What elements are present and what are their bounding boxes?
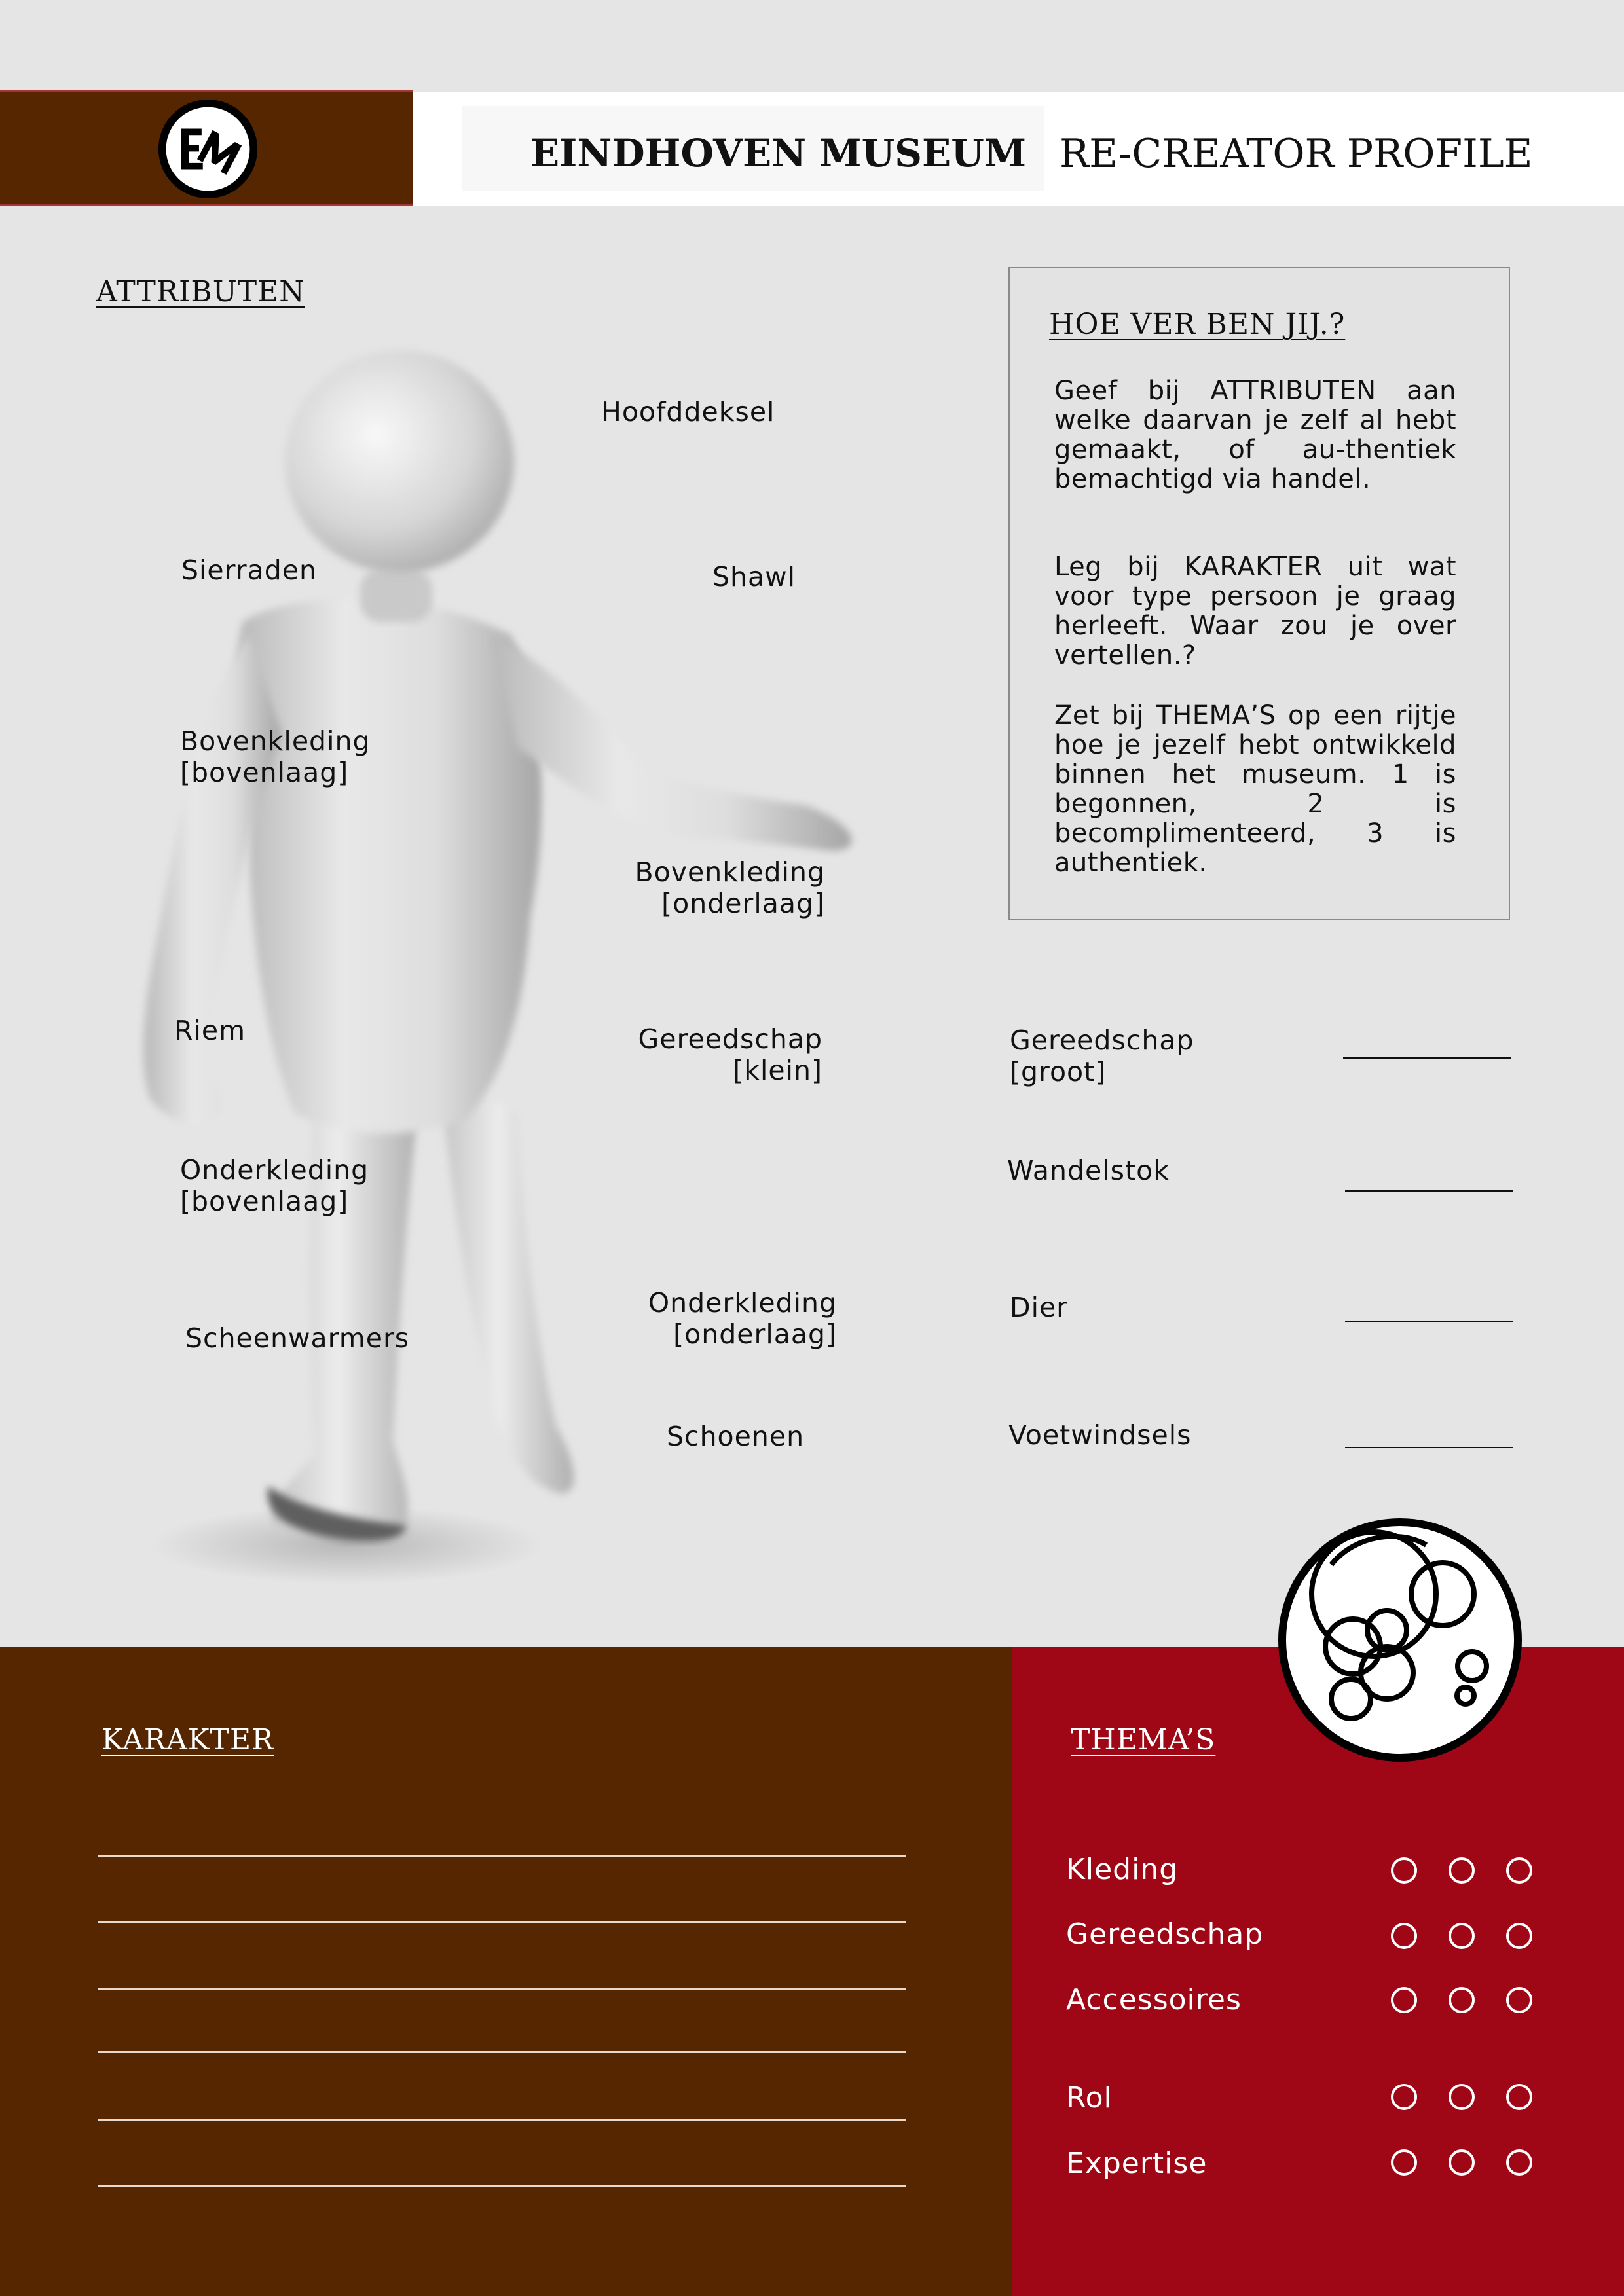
karakter-write-line[interactable] — [98, 1855, 906, 1857]
themas-heading: THEMA’S — [1071, 1723, 1216, 1757]
attributes-heading: ATTRIBUTEN — [96, 275, 305, 308]
theme-accessoires-level-2[interactable] — [1449, 1987, 1475, 2013]
label-gereedschap-klein: Gereedschap [klein] — [638, 1023, 822, 1086]
right-item-dier: Dier — [1010, 1292, 1069, 1323]
write-line-gereedschap-groot[interactable] — [1343, 1057, 1511, 1059]
right-item-wandelstok: Wandelstok — [1007, 1155, 1170, 1186]
info-paragraph-1: Geef bij ATTRIBUTEN aan welke daarvan je zelf al hebt gemaakt, of au-thentiek bemachtigd via handel. — [1054, 376, 1456, 494]
label-onderkleding-bovenlaag: Onderkleding [bovenlaag] — [180, 1154, 369, 1217]
theme-accessoires-level-1[interactable] — [1391, 1987, 1417, 2013]
label-riem: Riem — [174, 1015, 246, 1046]
museum-name: EINDHOVEN MUSEUM — [530, 131, 1027, 175]
theme-expertise-level-1[interactable] — [1391, 2149, 1417, 2176]
theme-kleding-level-2[interactable] — [1449, 1857, 1475, 1884]
label-bovenkleding-onderlaag: Bovenkleding [onderlaag] — [635, 856, 825, 919]
theme-kleding-level-3[interactable] — [1506, 1857, 1532, 1884]
label-sierraden: Sierraden — [181, 555, 317, 586]
right-item-gereedschap-groot: Gereedschap [groot] — [1010, 1025, 1194, 1087]
theme-expertise-level-3[interactable] — [1506, 2149, 1532, 2176]
label-hoofddeksel: Hoofddeksel — [601, 396, 775, 428]
label-onderkleding-onderlaag: Onderkleding [onderlaag] — [648, 1287, 837, 1350]
karakter-heading: KARAKTER — [101, 1723, 274, 1757]
write-line-voetwindsels[interactable] — [1345, 1447, 1513, 1448]
label-schoenen: Schoenen — [667, 1421, 805, 1452]
profile-title: RE-CREATOR PROFILE — [1060, 131, 1533, 177]
theme-gereedschap-level-1[interactable] — [1391, 1923, 1417, 1949]
info-paragraph-3: Zet bij THEMA’S op een rijtje hoe je jezelf hebt ontwikkeld binnen het museum. 1 is begonnen, 2 is becomplimenteerd, 3 is authentiek. — [1054, 701, 1456, 878]
karakter-write-line[interactable] — [98, 2051, 906, 2053]
label-scheenwarmers: Scheenwarmers — [185, 1322, 410, 1354]
karakter-write-line[interactable] — [98, 1988, 906, 1990]
theme-gereedschap-level-3[interactable] — [1506, 1923, 1532, 1949]
theme-label-gereedschap: Gereedschap — [1066, 1918, 1264, 1951]
karakter-write-line[interactable] — [98, 2185, 906, 2187]
theme-label-expertise: Expertise — [1066, 2147, 1208, 2180]
karakter-write-line[interactable] — [98, 2119, 906, 2121]
theme-kleding-level-1[interactable] — [1391, 1857, 1417, 1884]
karakter-write-line[interactable] — [98, 1921, 906, 1923]
theme-label-accessoires: Accessoires — [1066, 1983, 1242, 2016]
theme-label-rol: Rol — [1066, 2081, 1113, 2115]
theme-rol-level-3[interactable] — [1506, 2084, 1532, 2110]
theme-rol-level-2[interactable] — [1449, 2084, 1475, 2110]
info-title: HOE VER BEN JIJ.? — [1049, 308, 1346, 341]
right-item-voetwindsels: Voetwindsels — [1008, 1419, 1192, 1451]
theme-expertise-level-2[interactable] — [1449, 2149, 1475, 2176]
info-paragraph-2: Leg bij KARAKTER uit wat voor type persoon je graag herleeft. Waar zou je over vertellen.? — [1054, 552, 1456, 670]
theme-rol-level-1[interactable] — [1391, 2084, 1417, 2110]
bubbles-circle-icon — [1276, 1516, 1524, 1764]
label-shawl: Shawl — [712, 561, 796, 592]
theme-label-kleding: Kleding — [1066, 1853, 1179, 1886]
label-bovenkleding-bovenlaag: Bovenkleding [bovenlaag] — [180, 725, 371, 788]
write-line-wandelstok[interactable] — [1345, 1190, 1513, 1192]
theme-gereedschap-level-2[interactable] — [1449, 1923, 1475, 1949]
em-monogram-logo-icon — [157, 98, 259, 200]
theme-accessoires-level-3[interactable] — [1506, 1987, 1532, 2013]
write-line-dier[interactable] — [1345, 1321, 1513, 1322]
